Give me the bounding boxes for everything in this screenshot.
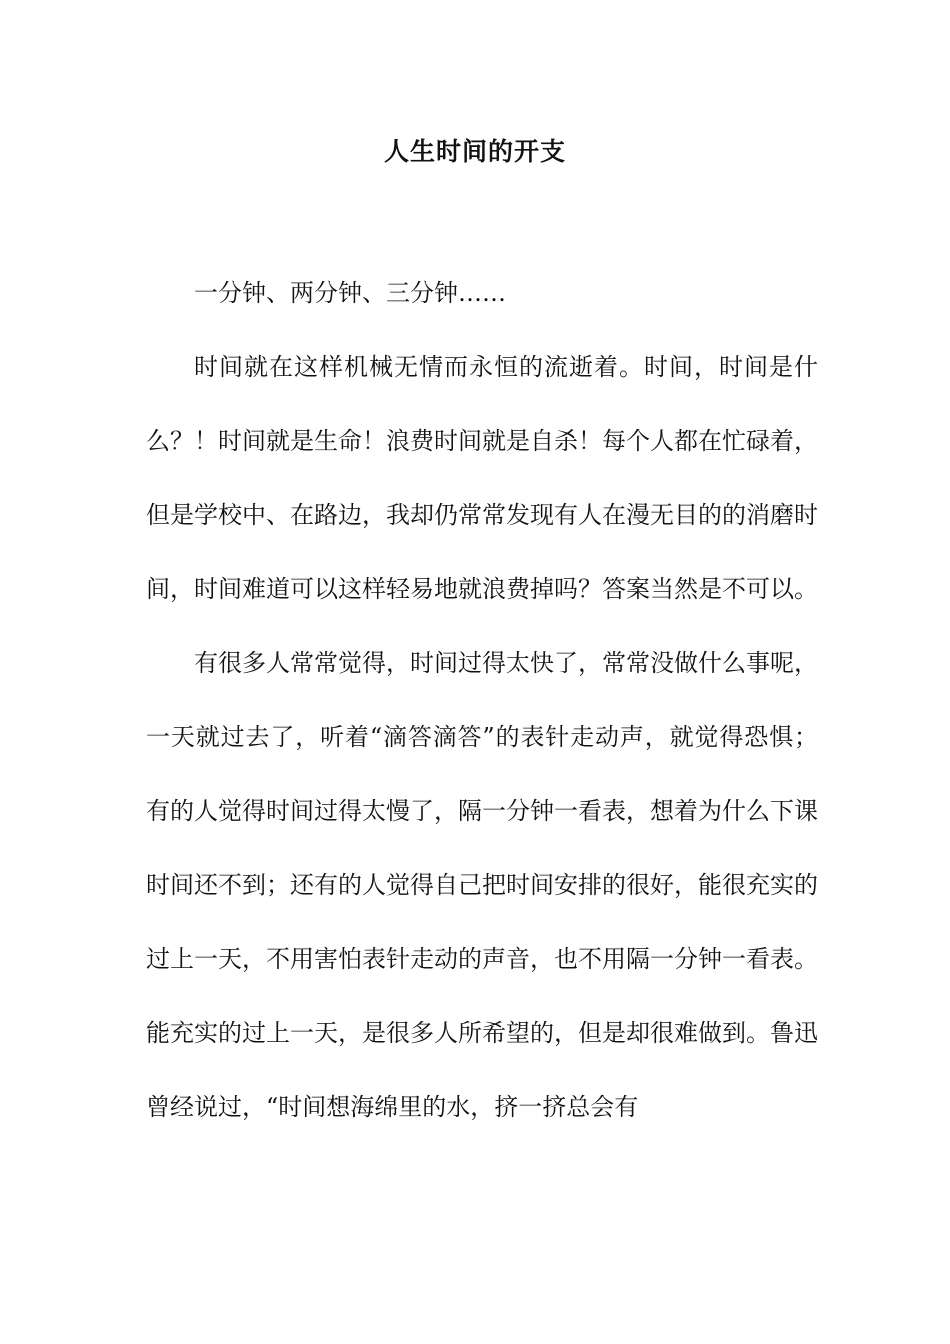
paragraph-2: 时间就在这样机械无情而永恒的流逝着。时间，时间是什么？！时间就是生命！浪费时间就是自杀！每个人都在忙碌着，但是学校中、在路边，我却仍常常发现有人在漫无目的的消磨时间，时间难道可以这样轻易地就浪费掉吗？答案当然是不可以。 (146, 353, 818, 603)
paragraph-3: 有很多人常常觉得，时间过得太快了，常常没做什么事呢，一天就过去了，听着“滴答滴答”的表针走动声，就觉得恐惧；有的人觉得时间过得太慢了，隔一分钟一看表，想着为什么下课时间还不到；还有的人觉得自己把时间安排的很好，能很充实的过上一天，不用害怕表针走动的声音，也不用隔一分钟一看表。能充实的过上一天，是很多人所希望的，但是却很难做到。鲁迅曾经说过，“时间想海绵里的水，挤一挤总会有 (146, 649, 818, 1121)
document-body (146, 256, 818, 1144)
document-title: 人生时间的开支 (383, 137, 566, 166)
paragraph-1: 一分钟、两分钟、三分钟…… (194, 279, 506, 307)
